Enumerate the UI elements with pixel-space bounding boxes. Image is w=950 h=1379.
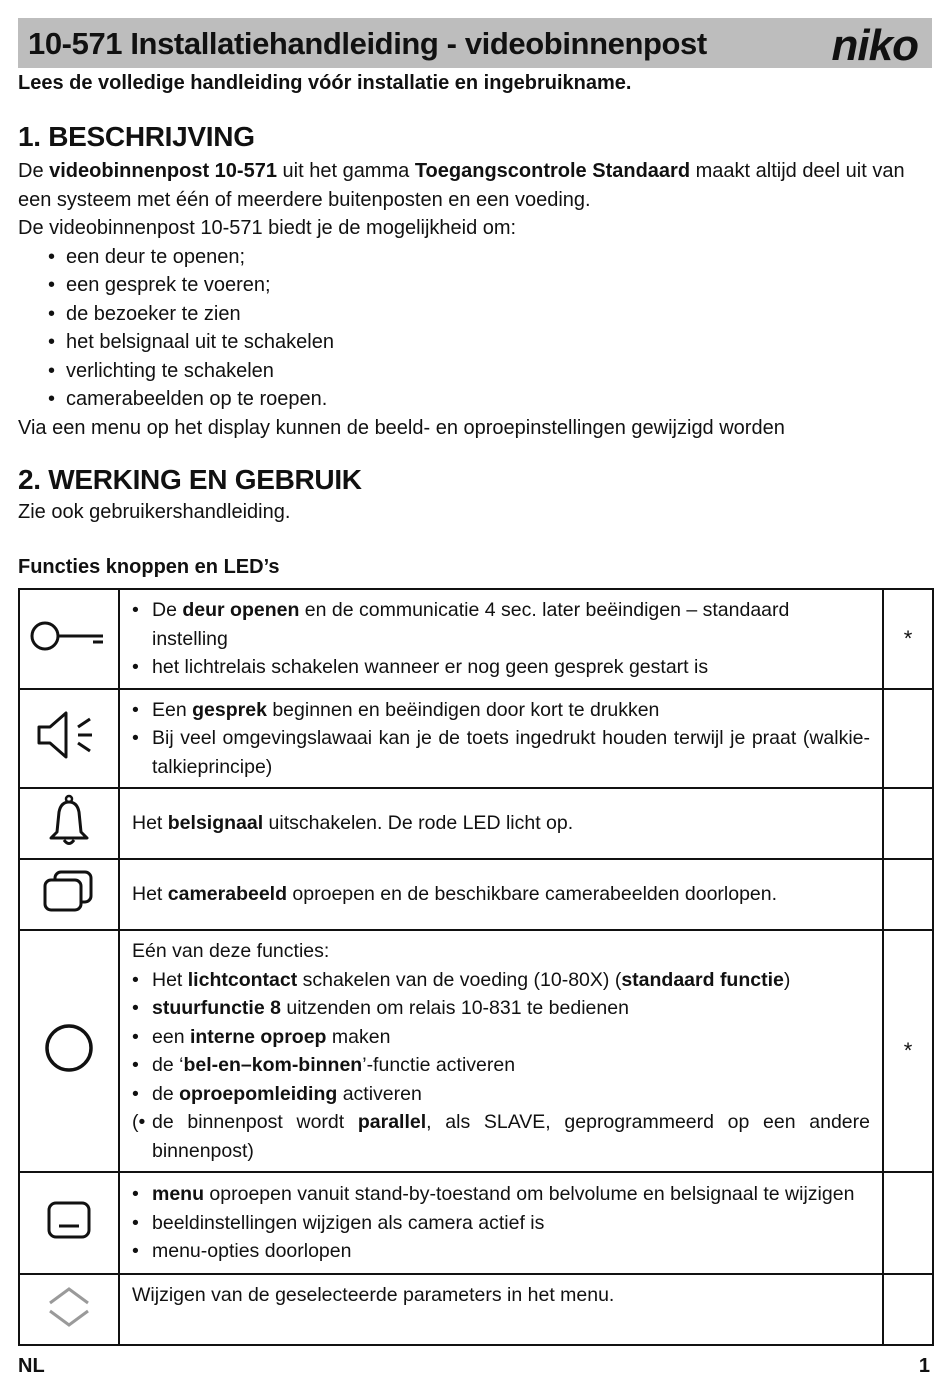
page-number: 1 [918,1355,930,1377]
asterisk-marker [883,1172,933,1274]
list-item: • camerabeelden op te roepen. [46,385,938,414]
camera-icon [19,859,119,930]
up-down-icon [19,1274,119,1345]
section2-paragraph: Zie ook gebruikershandleiding. [18,501,291,523]
table-row [19,1274,933,1345]
list-item: • het belsignaal uit te schakelen [46,328,938,357]
intro-notice: Lees de volledige handleiding vóór installatie en ingebruikname. [18,72,632,94]
asterisk-marker [883,689,933,789]
list-item: • verlichting te schakelen [46,357,938,386]
header-bar [18,18,932,68]
list-item: • de bezoeker te zien [46,300,938,329]
section1-paragraph1: De videobinnenpost 10-571 uit het gamma Toegangscontrole Standaard maakt altijd deel uit van een systeem met één of meerdere buitenposten en een voeding. [18,160,905,211]
functions-table [18,588,934,1346]
section1-paragraph3: Via een menu op het display kunnen de beeld- en oproepinstellingen gewijzigd worden [18,416,785,439]
function-description: • menu oproepen vanuit stand-by-toestand om belvolume en belsignaal te wijzigen • beeldinstellingen wijzigen als camera actief is • menu-opties doorlopen [119,1172,883,1274]
asterisk-marker: * [883,930,933,1172]
key-icon [19,589,119,689]
circle-icon [19,930,119,1172]
table-row [19,788,933,859]
function-description: Het belsignaal uitschakelen. De rode LED licht op. [119,788,883,859]
asterisk-marker [883,859,933,930]
function-description: • Een gesprek beginnen en beëindigen door kort te drukken • Bij veel omgevingslawaai kan je de toets ingedrukt houden terwijl je praat (walkie-talkieprincipe) [119,689,883,789]
table-row [19,689,933,789]
list-item: • een deur te openen; [46,243,938,272]
function-description: Wijzigen van de geselecteerde parameters in het menu. [119,1274,883,1345]
asterisk-marker [883,788,933,859]
capabilities-list [18,243,938,414]
functions-heading: Functies knoppen en LED’s [18,556,280,578]
table-row [19,589,933,689]
section1-paragraph2: De videobinnenpost 10-571 biedt je de mogelijkheid om: [18,217,517,239]
bell-icon [19,788,119,859]
section1-heading: 1. BESCHRIJVING [18,121,255,152]
function-description: • De deur openen en de communicatie 4 sec. later beëindigen – standaard instelling • het lichtrelais schakelen wanneer er nog geen gesprek gestart is [119,589,883,689]
section2-heading: 2. WERKING EN GEBRUIK [18,464,362,495]
function-description: Het camerabeeld oproepen en de beschikbare camerabeelden doorlopen. [119,859,883,930]
speaker-icon [19,689,119,789]
list-item: • een gesprek te voeren; [46,271,938,300]
menu-icon [19,1172,119,1274]
asterisk-marker [883,1274,933,1345]
section1-body [18,157,938,442]
language-code: NL [18,1355,45,1377]
document-title: 10-571 Installatiehandleiding - videobinnenpost [28,26,707,61]
table-row [19,859,933,930]
table-row [19,1172,933,1274]
niko-logo: niko [831,21,918,70]
table-row [19,930,933,1172]
asterisk-marker: * [883,589,933,689]
function-description: Eén van deze functies: • Het lichtcontact schakelen van de voeding (10-80X) (standaard functie) • stuurfunctie 8 uitzenden om relais 10-831 te bedienen • een interne oproep maken • de ‘bel-en–kom-binnen’-functie activeren • de oproepomleiding activeren (• de binnenpost wordt parallel, als SLAVE, geprogrammeerd op een andere binnenpost) [119,930,883,1172]
